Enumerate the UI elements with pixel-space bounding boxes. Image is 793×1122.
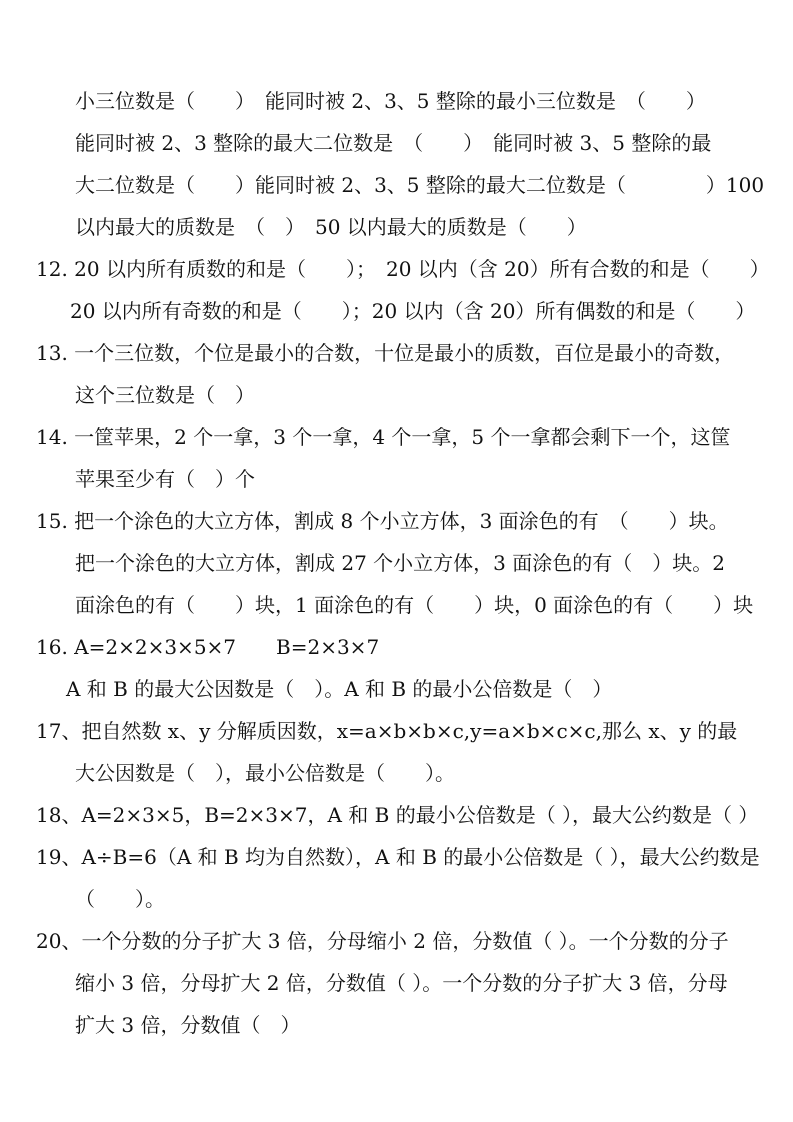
question-20-line-1: 20、一个分数的分子扩大 3 倍，分母缩小 2 倍，分数值（ ）。一个分数的分子 (36, 929, 729, 953)
question-20-line-2: 缩小 3 倍，分母扩大 2 倍，分数值（ ）。一个分数的分子扩大 3 倍，分母 (75, 971, 728, 995)
question-13-line-1: 13. 一个三位数，个位是最小的合数，十位是最小的质数，百位是最小的奇数， (36, 341, 735, 365)
question-19-line-1: 19、A÷B=6（A 和 B 均为自然数），A 和 B 的最小公倍数是（ ），最大公约数是 (36, 845, 760, 869)
question-13-line-2: 这个三位数是（ ） (75, 383, 255, 407)
question-15-line-3: 面涂色的有（ ）块，1 面涂色的有（ ）块，0 面涂色的有（ ）块 (75, 593, 754, 617)
question-15-line-2: 把一个涂色的大立方体，割成 27 个小立方体，3 面涂色的有（ ）块。2 (75, 551, 725, 575)
question-19-line-2: （ ）。 (75, 887, 165, 911)
text-line-2: 能同时被 2、3 整除的最大二位数是 （ ） 能同时被 3、5 整除的最 (75, 131, 712, 155)
question-14-line-2: 苹果至少有（ ）个 (75, 467, 255, 491)
question-16-line-1: 16. A=2×2×3×5×7 B=2×3×7 (36, 635, 380, 659)
text-line-3: 大二位数是（ ）能同时被 2、3、5 整除的最大二位数是（ ）100 (75, 173, 765, 197)
text-line-4: 以内最大的质数是 （ ） 50 以内最大的质数是（ ） (75, 215, 587, 239)
question-20-line-3: 扩大 3 倍，分数值（ ） (75, 1013, 301, 1037)
question-14-line-1: 14. 一筐苹果，2 个一拿，3 个一拿，4 个一拿，5 个一拿都会剩下一个，这筐 (36, 425, 731, 449)
question-12-line-1: 12. 20 以内所有质数的和是（ ）； 20 以内（含 20）所有合数的和是（ ） (36, 257, 770, 281)
question-18-line-1: 18、A=2×3×5，B=2×3×7，A 和 B 的最小公倍数是（ ），最大公约数是（ ） (36, 803, 759, 827)
question-15-line-1: 15. 把一个涂色的大立方体，割成 8 个小立方体，3 面涂色的有 （ ）块。 (36, 509, 729, 533)
question-17-line-1: 17、把自然数 x、y 分解质因数，x=a×b×b×c,y=a×b×c×c,那么 x、y 的最 (36, 719, 738, 743)
question-17-line-2: 大公因数是（ ），最小公倍数是（ ）。 (75, 761, 455, 785)
text-line-1: 小三位数是（ ） 能同时被 2、3、5 整除的最小三位数是 （ ） (75, 89, 706, 113)
question-12-line-2: 20 以内所有奇数的和是（ ）；20 以内（含 20）所有偶数的和是（ ） (70, 299, 756, 323)
question-16-line-2: A 和 B 的最大公因数是（ ）。A 和 B 的最小公倍数是（ ） (66, 677, 613, 701)
